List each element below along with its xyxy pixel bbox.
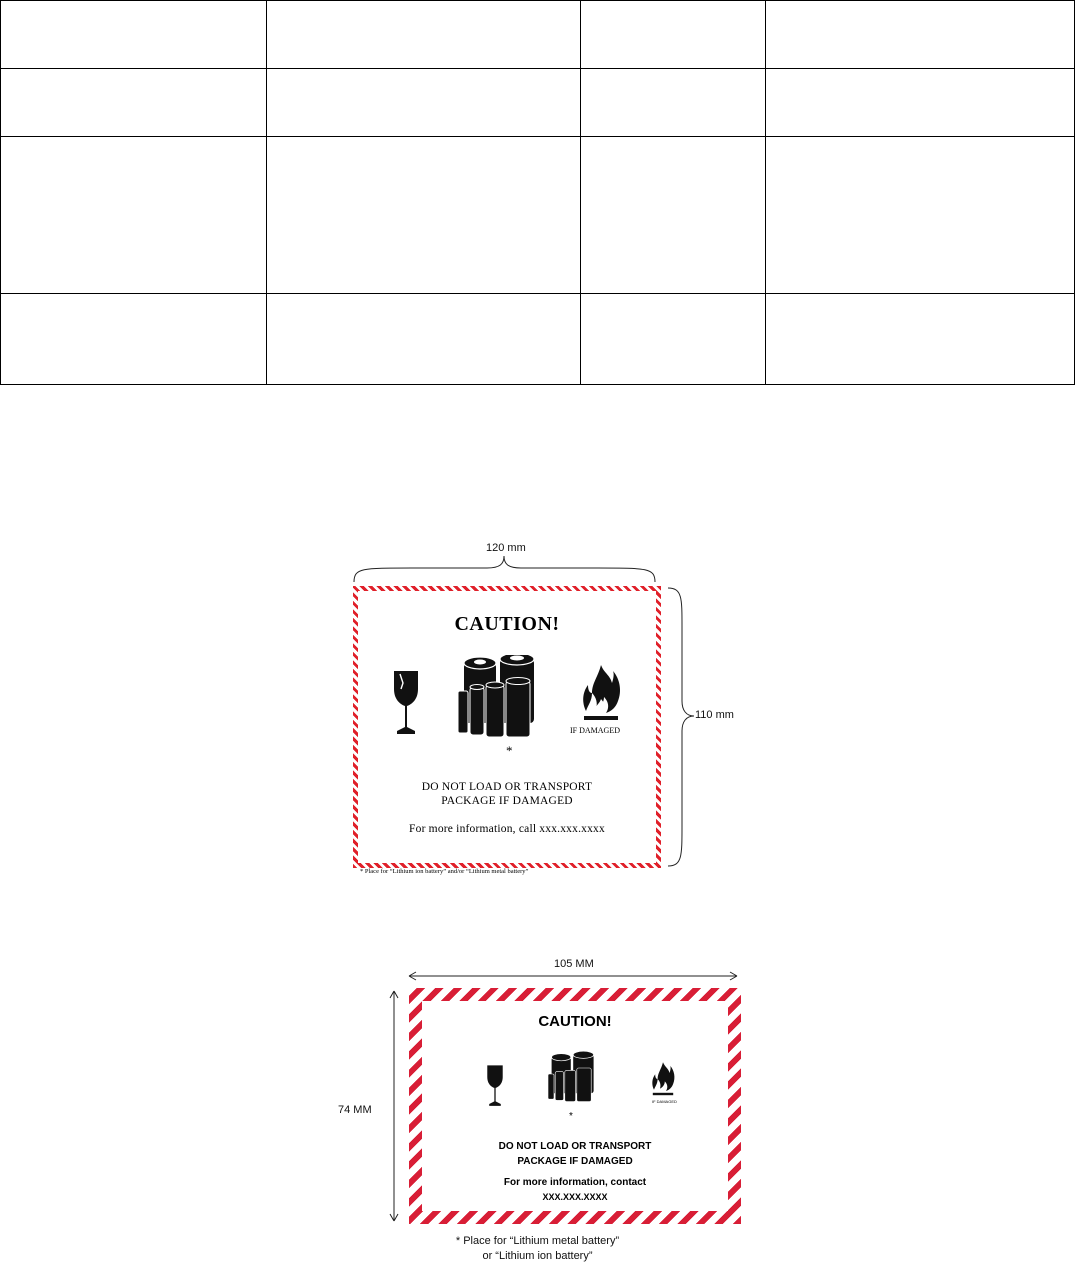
warning-line-1: DO NOT LOAD OR TRANSPORT: [421, 781, 593, 793]
width-arrow-icon: [406, 970, 740, 982]
table-cell: [1, 69, 267, 137]
caution-label-small: [409, 988, 741, 1224]
table-cell: [581, 137, 765, 294]
table-row: [1, 69, 1075, 137]
table-cell: [765, 137, 1074, 294]
info-line: For more information, call xxx.xxx.xxxx: [409, 823, 605, 835]
table-cell: [581, 1, 765, 69]
warning-line-2: PACKAGE IF DAMAGED: [441, 795, 573, 807]
table-cell: [1, 1, 267, 69]
table-cell: [765, 1, 1074, 69]
table-cell: [267, 69, 581, 137]
footnote-line-1: * Place for “Lithium metal battery”: [455, 1235, 620, 1247]
table-cell: [581, 294, 765, 385]
table-cell: [267, 294, 581, 385]
footnote: * Place for “Lithium ion battery” and/or “Lithium metal battery”: [360, 868, 529, 875]
table-row: [1, 1, 1075, 69]
height-dimension-label: 110 mm: [695, 709, 734, 721]
fragile-glass-icon: [486, 1065, 504, 1107]
battery-asterisk: *: [569, 1111, 573, 1122]
info-line-2: XXX.XXX.XXXX: [542, 1192, 608, 1202]
table-cell: [267, 1, 581, 69]
table-cell: [267, 137, 581, 294]
warning-line-2: PACKAGE IF DAMAGED: [517, 1156, 633, 1167]
footnote-line-2: or “Lithium ion battery”: [482, 1250, 593, 1262]
table-cell: [1, 137, 267, 294]
table-row: [1, 137, 1075, 294]
caution-label-large: [353, 586, 661, 868]
height-arrow-icon: [388, 988, 400, 1224]
flame-icon: [580, 663, 622, 723]
table-cell: [581, 69, 765, 137]
batteries-icon: [548, 1045, 596, 1109]
table-cell: [1, 294, 267, 385]
empty-table: [0, 0, 1075, 385]
flame-caption: IF DAMAGED: [570, 726, 620, 735]
batteries-icon: [458, 655, 538, 737]
table-cell: [765, 294, 1074, 385]
info-line-1: For more information, contact: [503, 1177, 647, 1188]
width-dimension-label: 105 MM: [554, 958, 594, 970]
height-dimension-label: 74 MM: [338, 1104, 372, 1116]
width-dimension-label: 120 mm: [486, 542, 526, 554]
label-title: CAUTION!: [454, 613, 560, 635]
height-brace-icon: [666, 586, 696, 868]
table-row: [1, 294, 1075, 385]
battery-asterisk: *: [506, 743, 513, 758]
table-cell: [765, 69, 1074, 137]
label-title: CAUTION!: [538, 1013, 612, 1030]
width-brace-icon: [352, 554, 657, 584]
warning-line-1: DO NOT LOAD OR TRANSPORT: [498, 1141, 652, 1152]
flame-caption: IF DAMAGED: [652, 1099, 677, 1104]
flame-icon: [650, 1061, 676, 1097]
fragile-glass-icon: [392, 671, 420, 735]
